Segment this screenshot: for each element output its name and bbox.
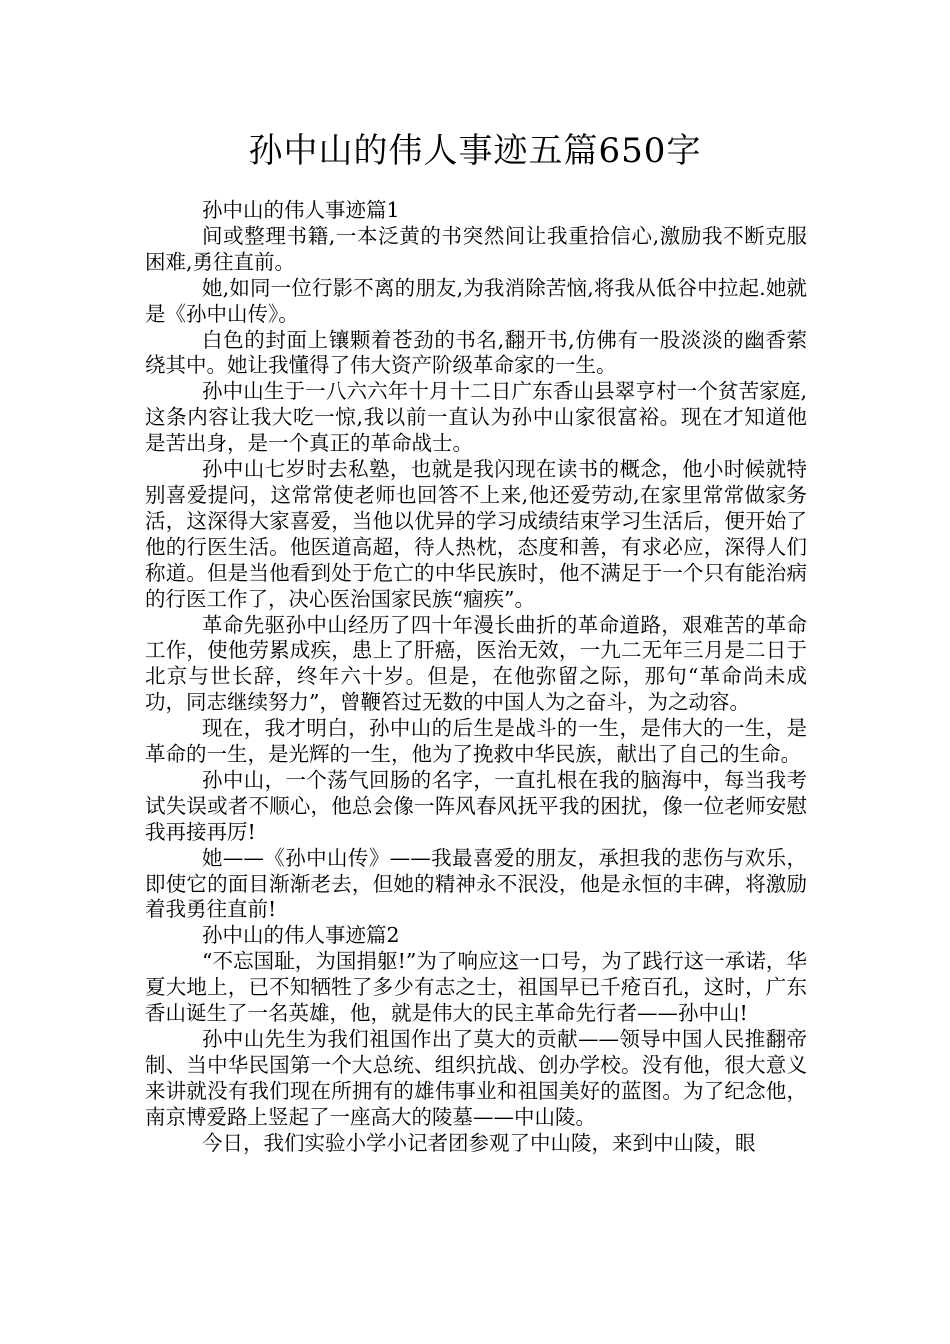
paragraph: 今日，我们实验小学小记者团参观了中山陵，来到中山陵，眼	[202, 1130, 756, 1155]
section-heading-2: 孙中山的伟人事迹篇2	[202, 923, 400, 948]
section-heading-1: 孙中山的伟人事迹篇1	[202, 198, 400, 222]
paragraph: 间或整理书籍,一本泛黄的书突然间让我重拾信心,激励我不断克服困难,勇往直前。	[145, 223, 807, 274]
paragraph: 孙中山七岁时去私塾，也就是我闪现在读书的概念，他小时候就特别喜爱提问，这常常使老师也回答不上来,他还爱劳动,在家里常常做家务活，这深得大家喜爱，当他以优异的学习成绩结束学习生活后，便开始了他的行医生活。他医道高超，待人热枕，态度和善，有求必应，深得人们称道。但是当他看到处于危亡的中华民族时，他不满足于一个只有能治病的行医工作了，决心医治国家民族“痼疾”。	[145, 457, 807, 611]
document-title: 孙中山的伟人事迹五篇650字	[248, 131, 702, 171]
document-body	[145, 198, 807, 1157]
paragraph: “不忘国耻，为国捐躯!”为了响应这一口号，为了践行这一承诺，华夏大地上，已不知牺牲了多少有志之士，祖国早已千疮百孔，这时，广东香山诞生了一名英雄，他，就是伟大的民主革命先行者——孙中山!	[145, 949, 807, 1026]
paragraph: 革命先驱孙中山经历了四十年漫长曲折的革命道路，艰难苦的革命工作，使他劳累成疾，患上了肝癌，医治无效，一九二无年三月是二日于北京与世长辞，终年六十岁。但是，在他弥留之际，那句“革命尚未成功，同志继续努力”，曾鞭笞过无数的中国人为之奋斗，为之动容。	[145, 612, 807, 715]
paragraph: 现在，我才明白，孙中山的后生是战斗的一生，是伟大的一生，是革命的一生，是光辉的一生，他为了挽救中华民族，献出了自己的生命。	[145, 716, 807, 767]
paragraph: 孙中山，一个荡气回肠的名字，一直扎根在我的脑海中，每当我考试失误或者不顺心，他总会像一阵风春风抚平我的困扰，像一位老师安慰我再接再厉!	[145, 767, 807, 844]
paragraph: 白色的封面上镶颗着苍劲的书名,翻开书,仿佛有一股淡淡的幽香萦绕其中。她让我懂得了伟大资产阶级革命家的一生。	[145, 327, 807, 378]
paragraph: 孙中山生于一八六六年十月十二日广东香山县翠亨村一个贫苦家庭,这条内容让我大吃一惊,我以前一直认为孙中山家很富裕。现在才知道他是苦出身，是一个真正的革命战士。	[145, 379, 807, 456]
paragraph: 她,如同一位行影不离的朋友,为我消除苦恼,将我从低谷中拉起.她就是《孙中山传》。	[145, 275, 807, 326]
paragraph: 她——《孙中山传》——我最喜爱的朋友，承担我的悲伤与欢乐，即使它的面目渐渐老去，但她的精神永不泯没，他是永恒的丰碑，将激励着我勇往直前!	[145, 845, 807, 922]
paragraph: 孙中山先生为我们祖国作出了莫大的贡献——领导中国人民推翻帝制、当中华民国第一个大总统、组织抗战、创办学校。没有他，很大意义来讲就没有我们现在所拥有的雄伟事业和祖国美好的蓝图。为了纪念他，南京博爱路上竖起了一座高大的陵墓——中山陵。	[145, 1027, 807, 1129]
